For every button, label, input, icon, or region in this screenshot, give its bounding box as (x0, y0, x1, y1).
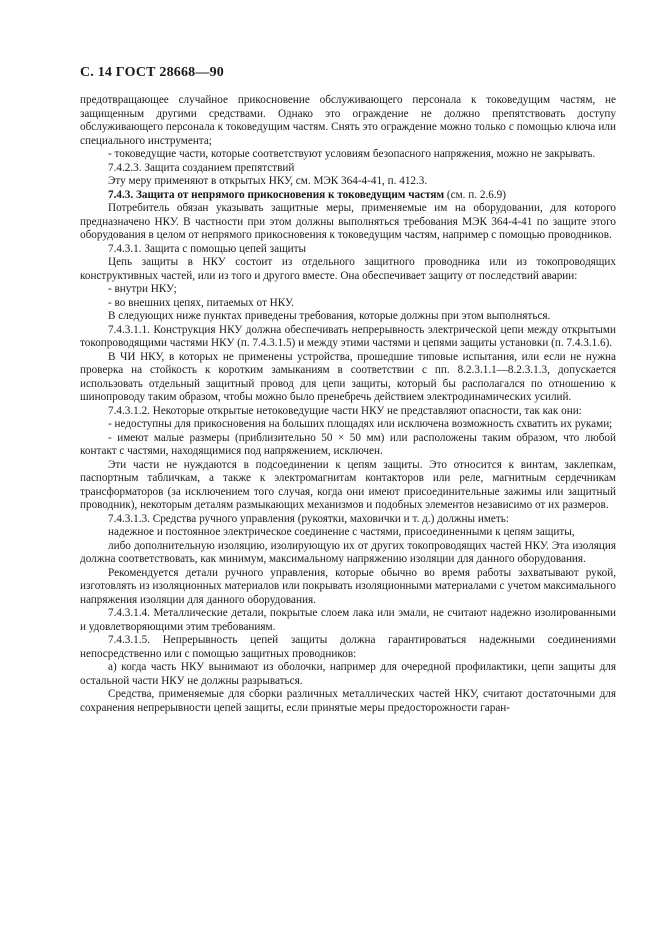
section-heading: 7.4.3.1. Защита с помощью цепей защиты (108, 242, 307, 255)
paragraph: 7.4.3.1.2. Некоторые открытые нетоковедущие части НКУ не представляют опасности, так как они: (108, 404, 582, 417)
paragraph: - токоведущие части, которые соответствуют условиям безопасного напряжения, можно не закрывать. (108, 148, 596, 160)
paragraph: Цепь защиты в НКУ состоит из отдельного защитного проводника или из токопроводящих конструктивных частей, или из того и другого вместе. Она обеспечивает защиту от последствий аварии: (80, 256, 616, 282)
list-item: - имеют малые размеры (приблизительно 50 × 50 мм) или расположены таким образом, что любой контакт с частями, находящимися под напряжением, исключен. (80, 431, 616, 457)
section-heading-bold: 7.4.3. Защита от непрямого прикосновения к токоведущим частям (108, 188, 445, 201)
page-header: С. 14 ГОСТ 28668—90 (80, 65, 224, 80)
list-item: - во внешних цепях, питаемых от НКУ. (108, 296, 294, 309)
paragraph: В ЧИ НКУ, в которых не применены устройства, прошедшие типовые испытания, или если не нужна проверка на стойкость к коротким замыканиям в соответствии с пп. 8.2.3.1.1—8.2.3.1.3, допускается использовать отдельный защитный провод для цепи защиты, который бы располагался по отношению к шинопроводу таким образом, чтобы можно было пренебречь действием электродинамических усилий. (80, 350, 616, 403)
document-body (80, 94, 616, 715)
paragraph: 7.4.3.1.5. Непрерывность цепей защиты должна гарантироваться надежными соединениями непосредственно или с помощью защитных проводников: (80, 634, 616, 660)
paragraph: 7.4.3.1.3. Средства ручного управления (рукоятки, маховички и т. д.) должны иметь: (108, 512, 509, 525)
paragraph: либо дополнительную изоляцию, изолирующую их от других токопроводящих частей НКУ. Эта изоляция должна соответствовать, как минимум, максимальному напряжению изоляции для данного оборудования. (80, 539, 616, 565)
section-heading-ref: (см. п. 2.6.9) (444, 188, 506, 201)
paragraph: надежное и постоянное электрическое соединение с частями, присоединенными к цепям защиты, (108, 526, 575, 538)
paragraph: а) когда часть НКУ вынимают из оболочки, например для очередной профилактики, цепи защиты для остальной части НКУ не должны разрываться. (80, 661, 616, 687)
list-item: - внутри НКУ; (108, 283, 177, 295)
paragraph: Средства, применяемые для сборки различных металлических частей НКУ, считают достаточными для сохранения непрерывности цепей защиты, если принятые меры предосторожности гаран- (80, 688, 616, 714)
section-heading: 7.4.2.3. Защита созданием препятствий (108, 161, 295, 174)
paragraph: Эти части не нуждаются в подсоединении к цепям защиты. Это относится к винтам, заклепкам, паспортным табличкам, а также к электромагнитам контакторов или реле, магнитным сердечникам трансформаторов (за исключением того случая, когда они имеют присоединительные зажимы или защитный проводник), некоторым деталям размыкающих механизмов и подобных элементов независимо от их размеров. (80, 458, 616, 511)
paragraph: 7.4.3.1.1. Конструкция НКУ должна обеспечивать непрерывность электрической цепи между открытыми токопроводящими частями НКУ (п. 7.4.3.1.5) и между этими частями и цепями защиты установки (п. 7.4.3.1.6). (80, 323, 616, 349)
paragraph: Рекомендуется детали ручного управления, которые обычно во время работы захватывают рукой, изготовлять из изоляционных материалов или покрывать изоляционными материалами с учетом максимального напряжения изоляции для данного оборудования. (80, 566, 616, 606)
list-item: - недоступны для прикосновения на больших площадях или исключена возможность схватить их руками; (108, 418, 613, 430)
paragraph: Эту меру применяют в открытых НКУ, см. МЭК 364-4-41, п. 412.3. (108, 175, 428, 187)
paragraph: В следующих ниже пунктах приведены требования, которые должны при этом выполняться. (108, 310, 551, 322)
section-heading (80, 189, 616, 203)
paragraph: 7.4.3.1.4. Металлические детали, покрытые слоем лака или эмали, не считают надежно изолированными и удовлетворяющими этим требованиям. (80, 607, 616, 633)
paragraph: Потребитель обязан указывать защитные меры, применяемые им на оборудовании, для которого предназначено НКУ. В частности при этом должны выполняться требования МЭК 364-4-41 по защите этого оборудования в целом от непрямого прикосновения к токоведущим частям, например с помощью проводников. (80, 202, 616, 241)
paragraph: предотвращающее случайное прикосновение обслуживающего персонала к токоведущим частям, не защищенным другими средствами. Однако это ограждение не должно препятствовать доступу обслуживающего персонала к токоведущим частям. Снять это ограждение можно только с помощью ключа или специального инструмента; (80, 94, 616, 147)
